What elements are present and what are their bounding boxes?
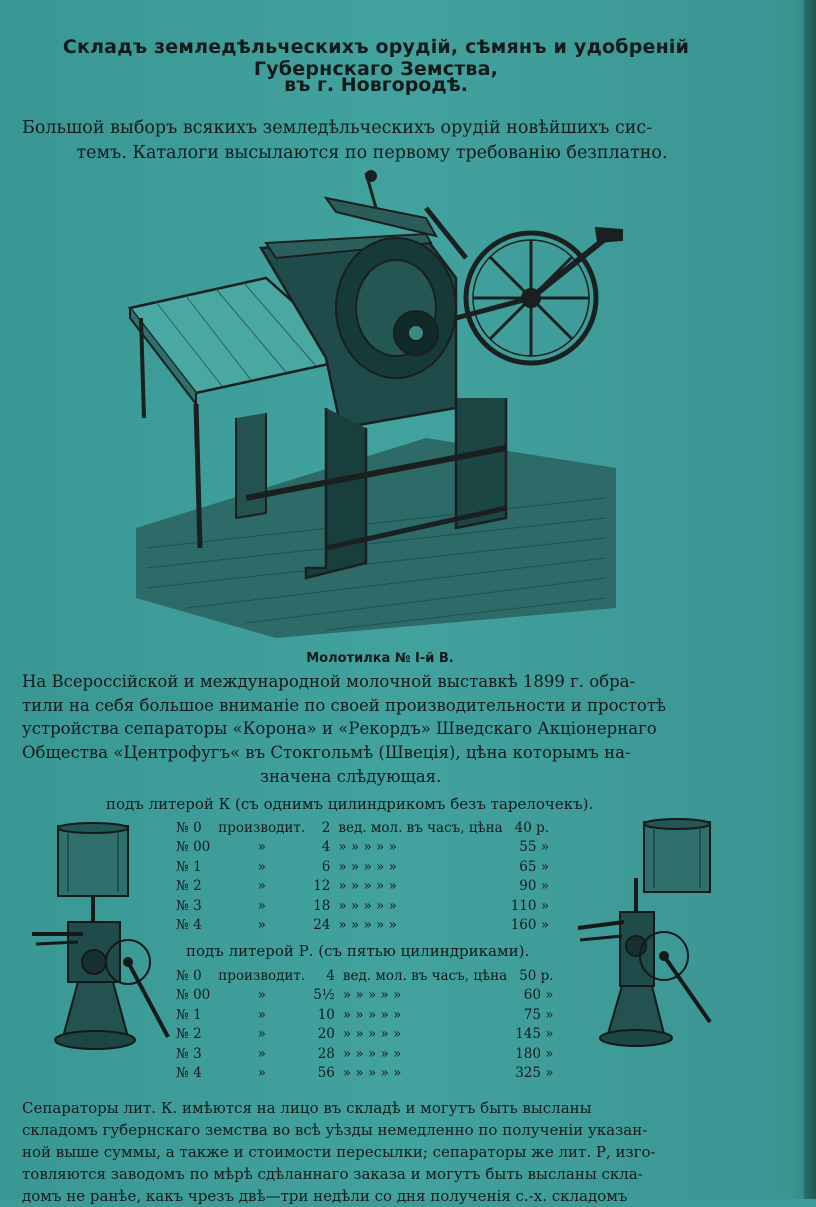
unit-label: » » » » » — [342, 1006, 402, 1023]
model-number: № 0 — [176, 967, 202, 984]
unit-label: » » » » » — [338, 917, 397, 934]
exhibition-line-1: На Всероссійской и международной молочной выставкѣ 1899 г. обра- — [22, 672, 636, 691]
table-row — [172, 986, 558, 1006]
unit-label: » » » » » — [342, 987, 402, 1004]
production-label: производит. — [218, 819, 306, 836]
price: 145 » — [515, 1026, 554, 1043]
table-row — [172, 916, 553, 936]
price: 90 » — [519, 878, 550, 895]
capacity: 24 — [313, 917, 331, 934]
production-label: » — [257, 839, 266, 856]
intro-line-2: темъ. Каталоги высылаются по первому требованію безплатно. — [76, 143, 668, 163]
figure-caption: Молотилка № I-й В. — [306, 651, 454, 666]
price: 325 » — [515, 1065, 554, 1082]
table-row — [172, 1044, 558, 1064]
production-label: » — [257, 1065, 266, 1082]
capacity: 12 — [313, 878, 331, 895]
series-p-table — [172, 966, 558, 1083]
unit-label: вед. мол. въ часъ, цѣна — [342, 967, 508, 984]
exhibition-line-3: устройства сепараторы «Корона» и «Рекордъ» Шведскаго Акціонернаго — [22, 719, 657, 738]
production-label: » — [257, 917, 266, 934]
production-label: » — [257, 987, 266, 1004]
unit-label: » » » » » — [338, 858, 397, 875]
capacity: 6 — [321, 858, 331, 875]
price: 40 р. — [514, 819, 550, 836]
production-label: » — [257, 878, 266, 895]
table-row — [172, 818, 553, 838]
price: 65 » — [519, 858, 550, 875]
price: 160 » — [510, 917, 550, 934]
series-p-heading: подъ литерой Р. (съ пятью цилиндриками). — [186, 942, 530, 960]
unit-label: вед. мол. въ часъ, цѣна — [338, 819, 503, 836]
table-row — [172, 1025, 558, 1045]
page-title: Складъ земледѣльческихъ орудій, сѣмянъ и удобреній Губернскаго Земства, — [62, 36, 690, 80]
table-row — [172, 857, 553, 877]
unit-label: » » » » » — [338, 897, 397, 914]
table-row — [172, 966, 558, 986]
model-number: № 00 — [176, 987, 211, 1004]
unit-label: » » » » » — [342, 1065, 402, 1082]
model-number: № 2 — [176, 878, 202, 895]
model-number: № 0 — [176, 819, 202, 836]
capacity: 2 — [321, 819, 331, 836]
model-number: № 2 — [176, 1026, 202, 1043]
unit-label: » » » » » — [342, 1045, 402, 1062]
capacity: 5½ — [313, 987, 335, 1004]
table-row — [172, 1064, 558, 1084]
model-number: № 1 — [176, 1006, 202, 1023]
intro-line-1: Большой выборъ всякихъ земледѣльческихъ орудій новѣйшихъ сис- — [22, 118, 653, 138]
footer-line-1: Сепараторы лит. К. имѣются на лицо въ складѣ и могутъ быть высланы — [22, 1099, 592, 1117]
model-number: № 3 — [176, 897, 202, 914]
capacity: 10 — [317, 1006, 335, 1023]
model-number: № 4 — [176, 917, 202, 934]
price: 55 » — [519, 839, 550, 856]
table-row — [172, 896, 553, 916]
footer-line-4: товляются заводомъ по мѣрѣ сдѣланнаго заказа и могутъ быть высланы скла- — [22, 1165, 643, 1183]
capacity: 56 — [317, 1065, 335, 1082]
model-number: № 00 — [176, 839, 211, 856]
exhibition-line-2: тили на себя большое вниманіе по своей производительности и простотѣ — [22, 696, 666, 715]
exhibition-line-5: значена слѣдующая. — [260, 767, 442, 786]
page-edge — [804, 0, 816, 1199]
footer-paragraph — [22, 1097, 722, 1207]
capacity: 4 — [321, 839, 331, 856]
price: 60 » — [523, 987, 554, 1004]
price: 180 » — [515, 1045, 554, 1062]
separator-p-illustration — [574, 816, 724, 1052]
price: 75 » — [523, 1006, 554, 1023]
series-k-table — [172, 818, 553, 935]
capacity: 20 — [317, 1026, 335, 1043]
table-row — [172, 1005, 558, 1025]
footer-line-2: складомъ губернскаго земства во всѣ уѣзды немедленно по полученіи указан- — [22, 1121, 648, 1139]
unit-label: » » » » » — [338, 878, 397, 895]
page-subtitle: въ г. Новгородѣ. — [284, 74, 468, 96]
capacity: 28 — [317, 1045, 335, 1062]
table-row — [172, 838, 553, 858]
production-label: » — [257, 1026, 266, 1043]
capacity: 4 — [326, 967, 335, 984]
production-label: » — [257, 858, 266, 875]
unit-label: » » » » » — [338, 839, 397, 856]
table-row — [172, 877, 553, 897]
model-number: № 3 — [176, 1045, 202, 1062]
model-number: № 4 — [176, 1065, 202, 1082]
footer-line-5: домъ не ранѣе, какъ чрезъ двѣ—три недѣли со дня полученія с.-х. складомъ — [22, 1187, 628, 1205]
separator-k-illustration — [28, 822, 178, 1058]
series-k-heading: подъ литерой К (съ однимъ цилиндрикомъ безъ тарелочекъ). — [106, 795, 594, 813]
unit-label: » » » » » — [342, 1026, 402, 1043]
production-label: » — [257, 1006, 266, 1023]
capacity: 18 — [313, 897, 331, 914]
price: 110 » — [510, 897, 550, 914]
footer-line-3: ной выше суммы, а также и стоимости пересылки; сепараторы же лит. Р, изго- — [22, 1143, 656, 1161]
production-label: производит. — [218, 967, 306, 984]
thresher-illustration — [126, 168, 624, 640]
price: 50 р. — [519, 967, 554, 984]
exhibition-line-4: Общества «Центрофугъ« въ Стокгольмѣ (Швеція), цѣна которымъ на- — [22, 743, 631, 762]
model-number: № 1 — [176, 858, 202, 875]
production-label: » — [257, 897, 266, 914]
production-label: » — [257, 1045, 266, 1062]
